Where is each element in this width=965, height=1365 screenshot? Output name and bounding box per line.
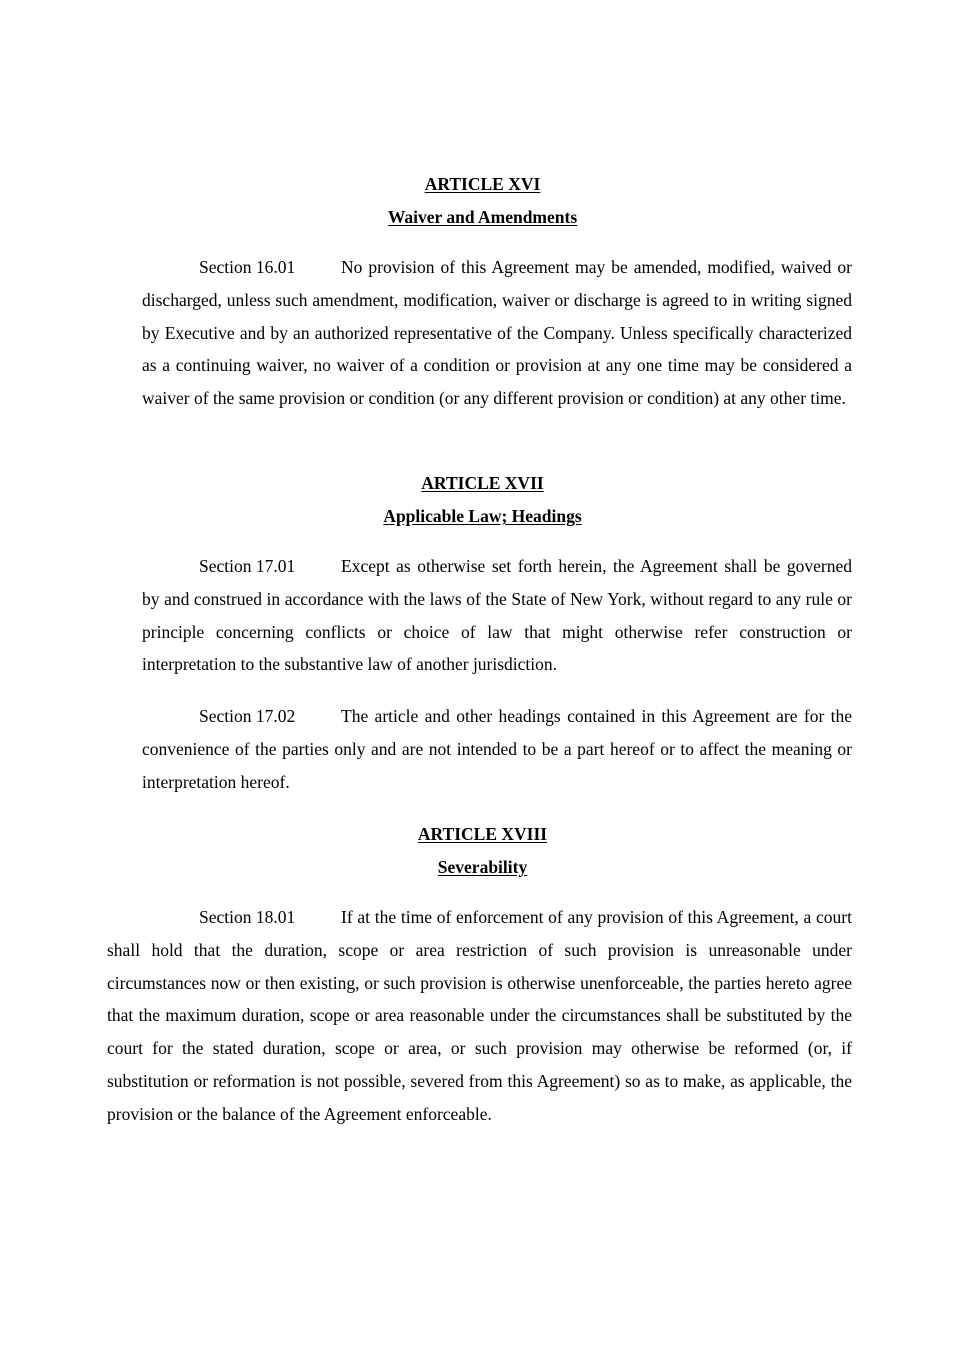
section-16-01-text: No provision of this Agreement may be amended, modified, waived or discharged, unless such amendment, modification, waiver or discharge is agreed to in writing signed by Executive and by an authorized representative of the Company. Unless specifically characterized as a continuing waiver, no waiver of a condition or provision at any one time may be considered a waiver of the same provision or condition (or any different provision or condition) at any other time. (142, 257, 852, 409)
article-17-title: Applicable Law; Headings (383, 506, 582, 526)
section-18-01-text: If at the time of enforcement of any provision of this Agreement, a court shall hold that the duration, scope or area restriction of such provision is unreasonable under circumstances now or then existing, or such provision is otherwise unenforceable, the parties hereto agree that the maximum duration, scope or area reasonable under the circumstances shall be substituted by the court for the stated duration, scope or area, or such provision may otherwise be reformed (or, if substitution or reformation is not possible, severed from this Agreement) so as to make, as applicable, the provision or the balance of the Agreement enforceable. (107, 907, 852, 1124)
section-17-01-text: Except as otherwise set forth herein, the Agreement shall be governed by and construed in accordance with the laws of the State of New York, without regard to any rule or principle concerning conflicts or choice of law that might otherwise refer construction or interpretation to the substantive law of another jurisdiction. (142, 556, 852, 675)
article-18-number: ARTICLE XVIII (417, 824, 548, 844)
section-16-01-label: Section 16.01 (199, 257, 296, 277)
section-16-01-paragraph (142, 251, 852, 415)
section-17-01-paragraph (142, 550, 852, 681)
section-17-01-label: Section 17.01 (199, 556, 296, 576)
section-17-02-text: The article and other headings contained in this Agreement are for the convenience of the parties only and are not intended to be a part hereof or to affect the meaning or interpretation hereof. (142, 706, 852, 792)
section-17-02-paragraph (142, 700, 852, 798)
section-18-01-label: Section 18.01 (199, 907, 296, 927)
article-16-title: Waiver and Amendments (387, 207, 578, 227)
article-16-number: ARTICLE XVI (424, 174, 541, 194)
article-17-number: ARTICLE XVII (421, 473, 544, 493)
section-17-02-label: Section 17.02 (199, 706, 296, 726)
section-18-01-paragraph (107, 901, 852, 1131)
article-18-title: Severability (437, 857, 528, 877)
